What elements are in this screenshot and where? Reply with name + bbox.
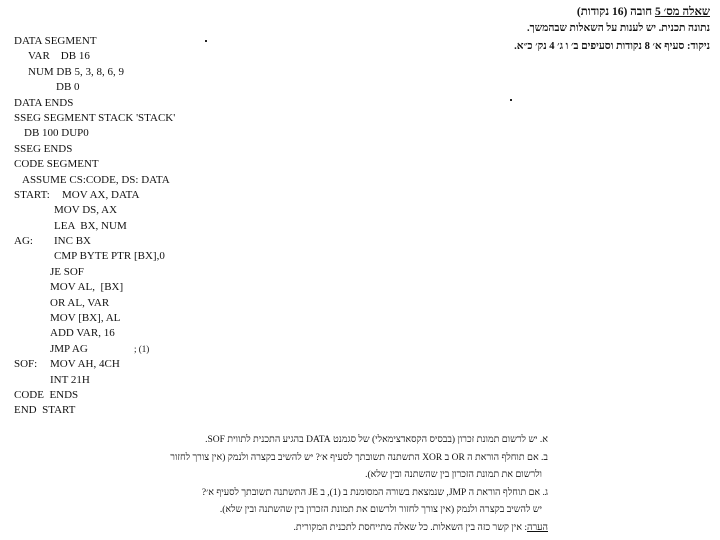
code-line xyxy=(14,126,314,141)
code-line xyxy=(14,342,314,357)
code-instruction: MOV AL, [BX] xyxy=(50,281,124,294)
code-line xyxy=(14,234,314,249)
code-instruction: MOV AH, 4CH xyxy=(50,358,120,371)
question-scoring: ניקוד: סעיף א׳ 8 נקודות וסעיפים ב׳ ו ג׳ 4 נק׳ כ״א. xyxy=(514,41,710,52)
code-line xyxy=(14,249,314,264)
code-line xyxy=(14,188,314,203)
question-c-line2: יש להשיב בקצרה ולנמק (אין צורך לחזור ולרשום את תמונת הזכרון בין שהשתנה ובין שלא). xyxy=(219,505,542,515)
question-header xyxy=(290,4,710,56)
code-instruction: JMP AG xyxy=(50,342,88,355)
question-c-line1: ג. אם תוחלף הוראת ה JMP, שנמצאת בשורה המסומנת ב (1), ב JE התשתנה תשובתך לסעיף א׳? xyxy=(201,487,548,498)
code-line xyxy=(14,142,314,157)
code-line xyxy=(14,96,314,111)
question-b-line2: ולרשום את תמונת הזכרון בין שהשתנה ובין שלא). xyxy=(365,470,542,480)
code-line xyxy=(14,403,314,418)
code-instruction: DATA SEGMENT xyxy=(14,35,97,47)
code-line xyxy=(14,111,314,126)
code-instruction: MOV DS, AX xyxy=(54,204,118,217)
question-instructions: נתונה תכנית. יש לענות על השאלות שבהמשך. xyxy=(526,23,710,34)
code-instruction: DATA ENDS xyxy=(14,96,74,109)
code-instruction: CMP BYTE PTR [BX],0 xyxy=(54,250,165,263)
code-line xyxy=(14,173,314,188)
code-line xyxy=(14,203,314,218)
code-instruction: SSEG ENDS xyxy=(14,142,73,155)
code-line xyxy=(14,265,314,280)
code-line xyxy=(14,373,314,388)
code-line xyxy=(14,49,314,64)
code-line xyxy=(14,280,314,295)
code-instruction: ASSUME CS:CODE, DS: DATA xyxy=(22,173,170,186)
code-line xyxy=(14,296,314,311)
question-a: א. יש לרשום תמונת זכרון (בבסיס הקסאדצימאלי) של סגמנט DATA בהגיע התכנית לתווית SOF. xyxy=(205,435,548,445)
question-number: שאלה מס׳ 5 xyxy=(654,6,710,18)
code-instruction: NUM DB 5, 3, 8, 6, 9 xyxy=(28,65,124,78)
code-line xyxy=(14,311,314,326)
code-instruction: ADD VAR, 16 xyxy=(50,327,115,340)
code-instruction: MOV AX, DATA xyxy=(62,188,140,201)
question-note xyxy=(118,520,548,538)
code-line xyxy=(14,219,314,234)
assembly-code-listing xyxy=(14,34,314,419)
scan-speck xyxy=(510,99,512,101)
code-line xyxy=(14,157,314,172)
code-instruction: INC BX xyxy=(54,235,91,248)
code-instruction: DB 0 xyxy=(56,81,80,94)
code-line xyxy=(14,388,314,403)
note-text: : אין קשר כזה בין השאלות. כל שאלה מתייחסת לתכנית המקורית. xyxy=(293,522,528,533)
code-line xyxy=(14,326,314,341)
code-instruction: DB 100 DUP0 xyxy=(24,127,89,140)
code-line xyxy=(14,80,314,95)
code-instruction: CODE ENDS xyxy=(14,388,79,401)
code-instruction: OR AL, VAR xyxy=(50,296,110,309)
code-instruction: CODE SEGMENT xyxy=(14,158,99,171)
question-b-line1: ב. אם תוחלף הוראת ה OR ב XOR התשתנה תשובתך לסעיף א׳? יש להשיב בקצרה ולנמק (אין צורך לחזור xyxy=(170,452,548,463)
code-line xyxy=(14,34,314,49)
code-instruction: LEA BX, NUM xyxy=(54,219,127,232)
code-line xyxy=(14,65,314,80)
code-label: AG: xyxy=(14,235,33,248)
code-instruction: VAR DB 16 xyxy=(28,50,90,63)
code-instruction: END START xyxy=(14,404,76,417)
code-label: START: xyxy=(14,188,50,201)
code-label: SOF: xyxy=(14,358,38,371)
code-instruction: MOV [BX], AL xyxy=(50,312,121,325)
code-instruction: JE SOF xyxy=(50,265,84,278)
scan-speck xyxy=(205,40,207,42)
code-comment: ; (1) xyxy=(134,343,150,354)
note-label: הערה xyxy=(527,522,548,533)
question-points: חובה (16 נקודות) xyxy=(576,6,655,18)
questions-section xyxy=(118,432,548,537)
code-line xyxy=(14,357,314,372)
question-title xyxy=(290,4,710,20)
code-instruction: SSEG SEGMENT STACK 'STACK' xyxy=(14,111,176,124)
code-instruction: INT 21H xyxy=(50,373,90,386)
